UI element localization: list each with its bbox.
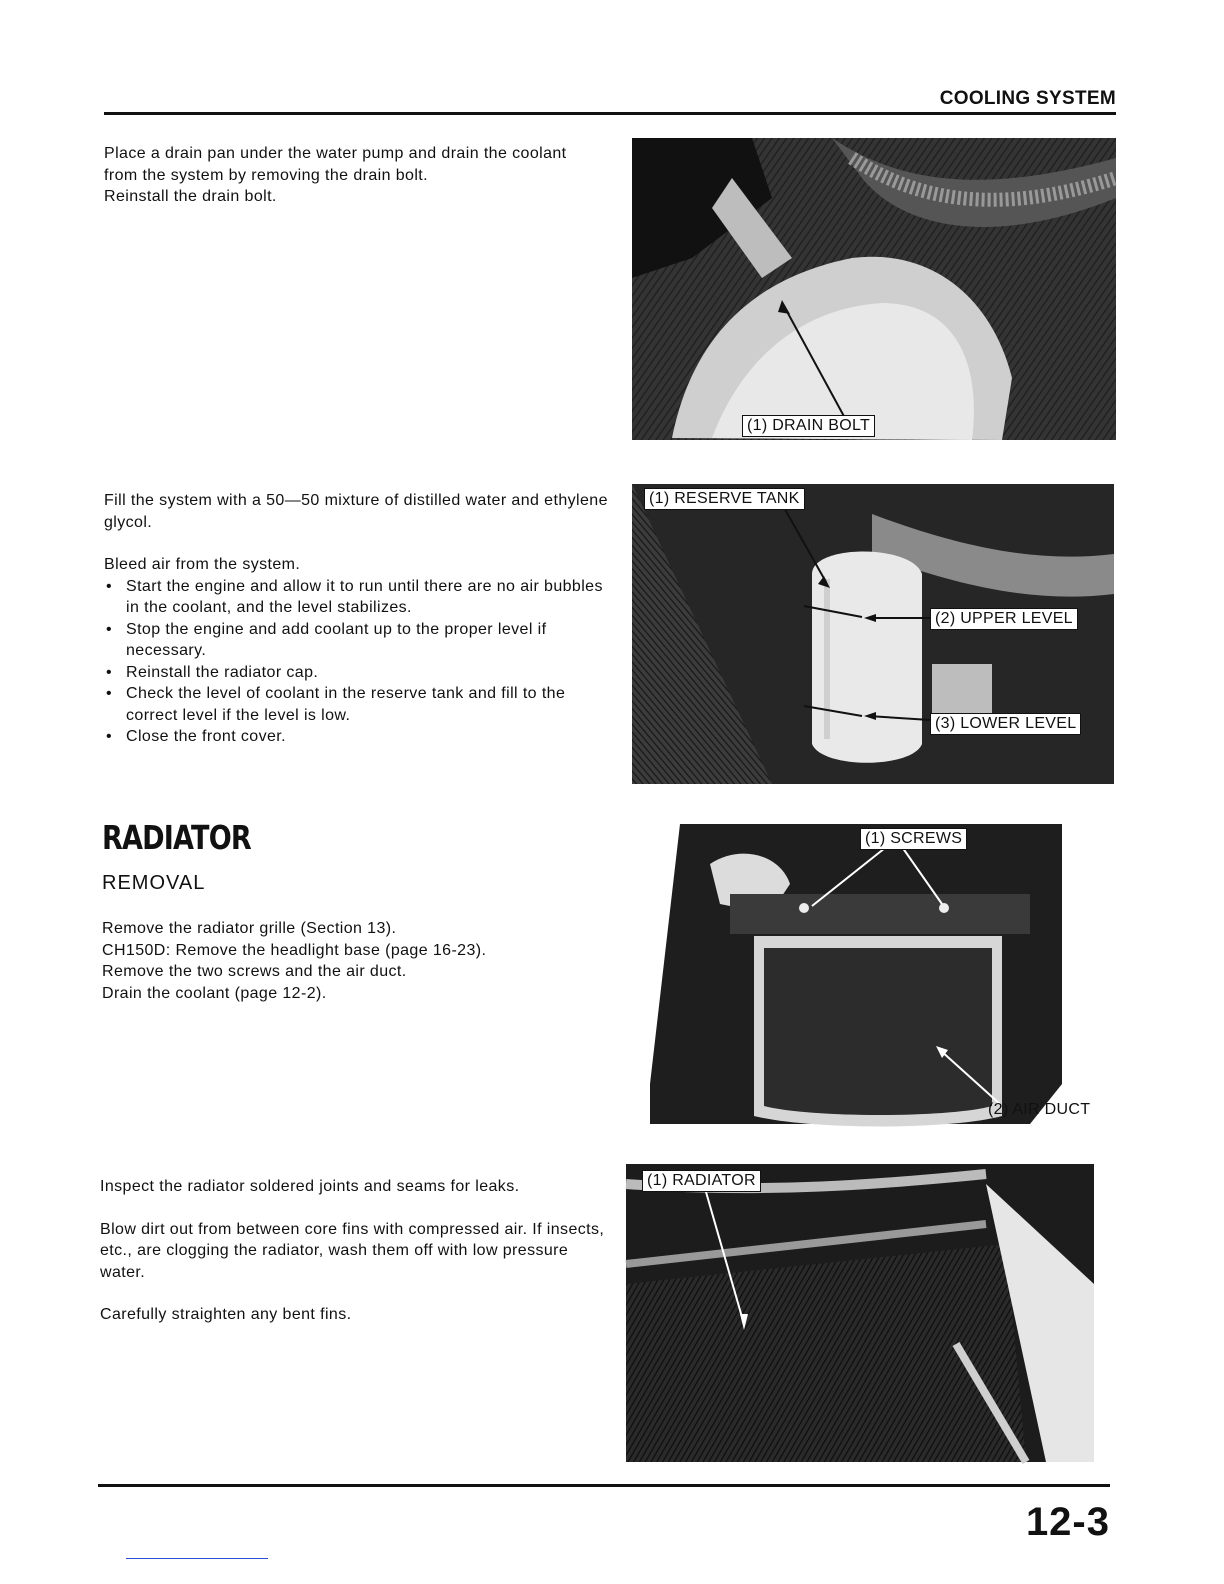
drain-bolt-photo [632, 138, 1116, 440]
bleed-step: • Close the front cover. [104, 726, 610, 748]
section-title-radiator: RADIATOR [102, 818, 251, 857]
radiator-photo [626, 1164, 1094, 1462]
inspect-para-2: Blow dirt out from between core fins with compressed air. If insects, etc., are clogging the radiator, wash them off with low pressure water. [100, 1220, 605, 1281]
drain-line-1: Place a drain pan under the water pump and drain the coolant [104, 145, 567, 162]
footer-rule [98, 1484, 1110, 1487]
inspect-para-1: Inspect the radiator soldered joints and seams for leaks. [100, 1178, 520, 1195]
drain-instructions [104, 143, 616, 208]
bleed-step: • Reinstall the radiator cap. [104, 662, 610, 684]
inspect-instructions [100, 1176, 608, 1326]
reserve-tank-photo [632, 484, 1114, 784]
lower-level-label: (3) LOWER LEVEL [930, 713, 1081, 735]
removal-line-2: CH150D: Remove the headlight base (page 16-23). [102, 941, 487, 959]
removal-line-4: Drain the coolant (page 12-2). [102, 984, 327, 1002]
drain-line-2: from the system by removing the drain bolt. [104, 166, 428, 184]
removal-line-3: Remove the two screws and the air duct. [102, 963, 407, 980]
header-rule [104, 112, 1116, 115]
screws-label: (1) SCREWS [860, 828, 967, 850]
fill-instructions [104, 490, 610, 748]
bleed-intro: Bleed air from the system. [104, 556, 301, 573]
bleed-step: • Stop the engine and add coolant up to the proper level if necessary. [104, 619, 610, 662]
reserve-tank-label: (1) RESERVE TANK [644, 488, 805, 510]
screws-air-duct-photo [650, 824, 1091, 1124]
drain-line-3: Reinstall the drain bolt. [104, 188, 277, 205]
bleed-step: • Start the engine and allow it to run until there are no air bubbles in the coolant, and the level stabilizes. [104, 576, 610, 619]
drain-bolt-label: (1) DRAIN BOLT [742, 415, 875, 437]
inspect-para-3: Carefully straighten any bent fins. [100, 1306, 352, 1323]
removal-instructions [102, 918, 612, 1004]
upper-level-label: (2) UPPER LEVEL [930, 608, 1078, 630]
removal-line-1: Remove the radiator grille (Section 13). [102, 920, 397, 937]
fill-intro: Fill the system with a 50—50 mixture of distilled water and ethylene glycol. [104, 492, 608, 531]
page-header-title: COOLING SYSTEM [939, 88, 1116, 109]
page-number: 12-3 [1025, 1500, 1110, 1544]
radiator-label: (1) RADIATOR [642, 1170, 761, 1192]
subsection-title-removal: REMOVAL [102, 872, 206, 894]
bleed-steps [104, 576, 610, 748]
bleed-step: • Check the level of coolant in the reserve tank and fill to the correct level if the level is low. [104, 683, 610, 726]
footer-link-underline[interactable] [126, 1558, 268, 1559]
air-duct-label: (2) AIR DUCT [988, 1101, 1091, 1118]
